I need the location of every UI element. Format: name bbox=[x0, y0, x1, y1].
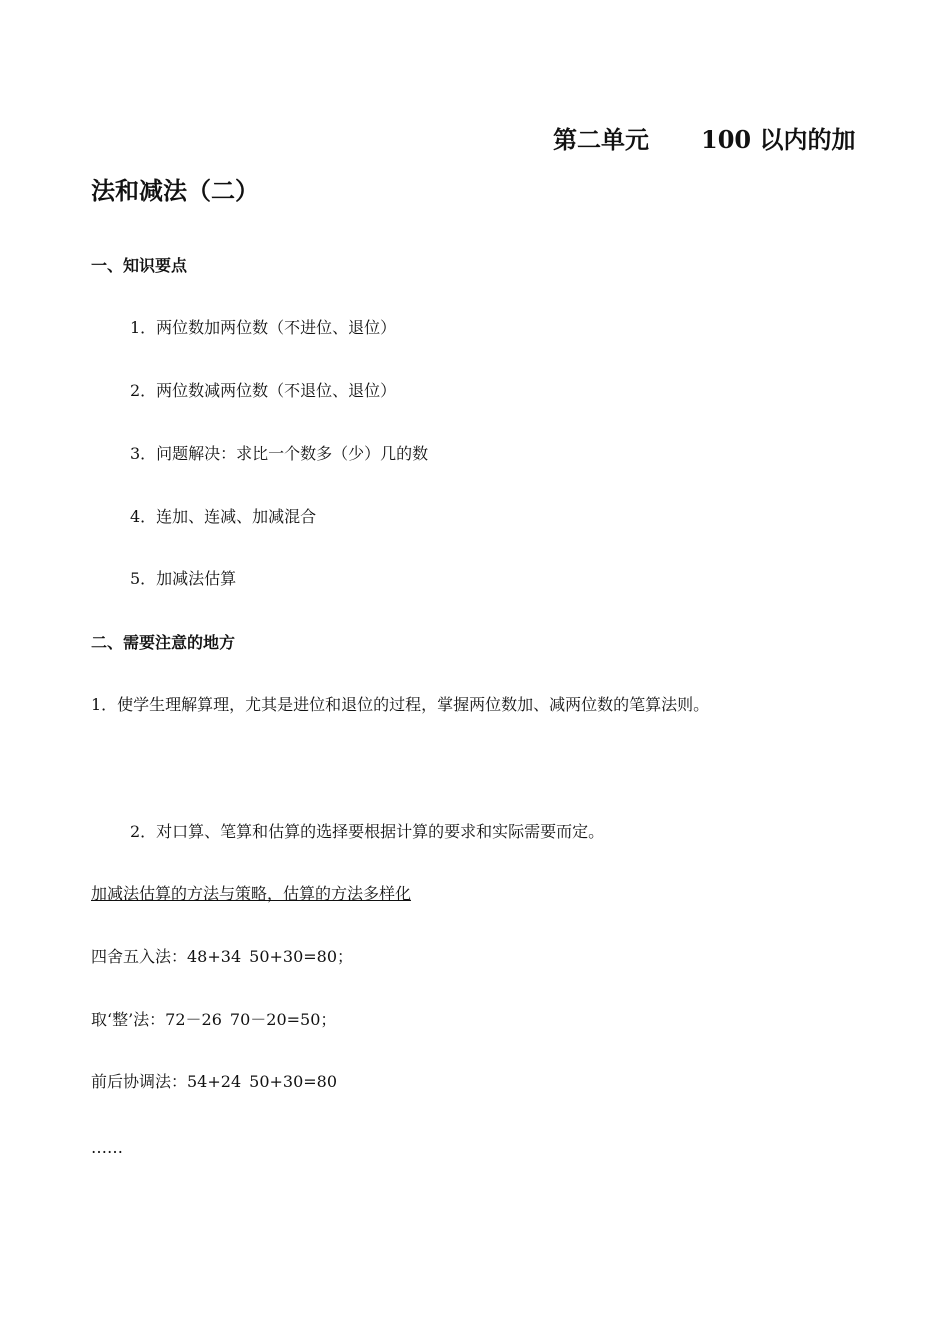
note-1: 1．使学生理解算理，尤其是进位和退位的过程，掌握两位数加、减两位数的笔算法则。 bbox=[91, 695, 710, 714]
note-2: 2．对口算、笔算和估算的选择要根据计算的要求和实际需要而定。 bbox=[130, 822, 605, 841]
section-heading-knowledge-points: 一、知识要点 bbox=[91, 256, 188, 275]
ellipsis: …… bbox=[91, 1138, 123, 1157]
method-coordinate-result: 50+30=80 bbox=[249, 1072, 338, 1091]
knowledge-point-3: 3．问题解决：求比一个数多（少）几的数 bbox=[130, 444, 429, 463]
method-rounding-result: 50+30=80； bbox=[249, 947, 354, 966]
method-coordinate bbox=[91, 1074, 337, 1090]
knowledge-point-4: 4．连加、连减、加减混合 bbox=[130, 507, 317, 526]
knowledge-point-5: 5．加减法估算 bbox=[130, 569, 237, 588]
document-title-line-1 bbox=[553, 125, 856, 154]
method-take-whole-label: 取‘整’法：72－26 bbox=[91, 1010, 222, 1029]
knowledge-point-2: 2．两位数减两位数（不退位、退位） bbox=[130, 381, 397, 400]
title-unit: 第二单元 bbox=[553, 125, 649, 154]
knowledge-point-1: 1．两位数加两位数（不进位、退位） bbox=[130, 318, 397, 337]
section-heading-notes: 二、需要注意的地方 bbox=[91, 633, 236, 652]
title-topic-start: 100 以内的加 bbox=[701, 125, 856, 154]
method-coordinate-label: 前后协调法：54+24 bbox=[91, 1072, 242, 1091]
method-take-whole-result: 70－20=50； bbox=[229, 1010, 337, 1029]
method-rounding-label: 四舍五入法：48+34 bbox=[91, 947, 242, 966]
document-title-line-2: 法和减法（二） bbox=[91, 176, 259, 205]
estimation-heading: 加减法估算的方法与策略，估算的方法多样化 bbox=[91, 884, 412, 903]
method-rounding bbox=[91, 949, 353, 965]
method-take-whole bbox=[91, 1012, 336, 1028]
